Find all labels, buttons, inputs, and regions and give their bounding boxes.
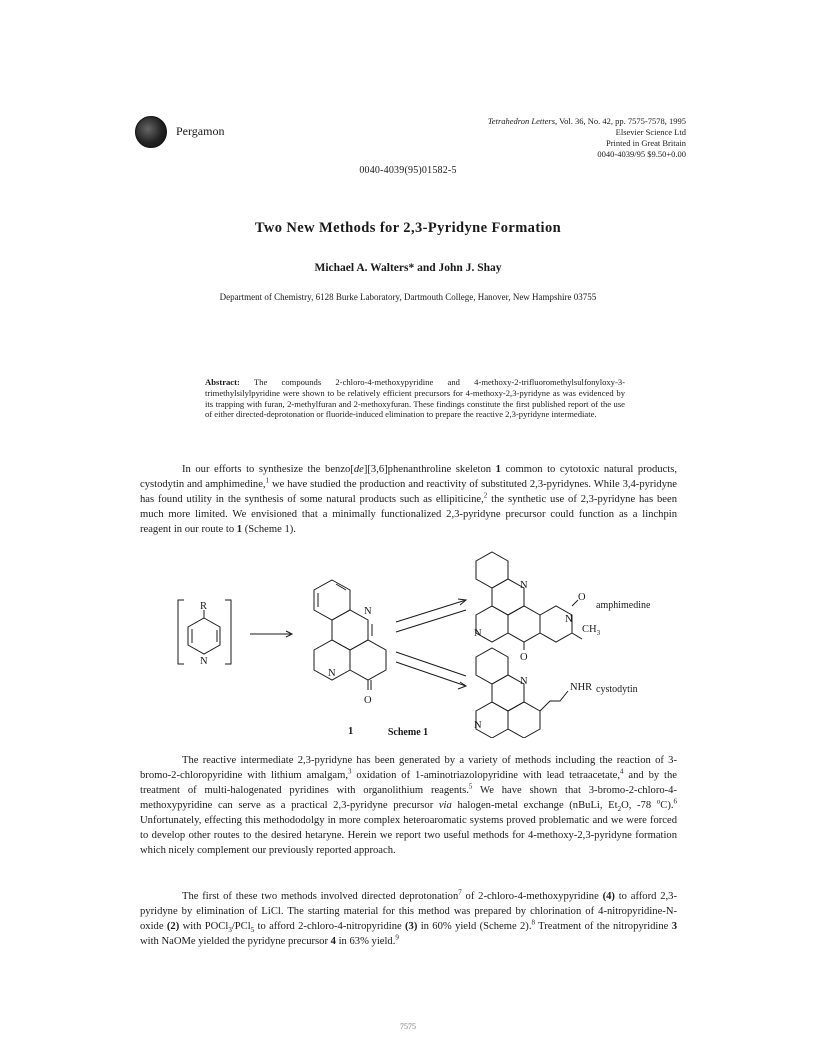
amphimedine-structure [476,552,582,650]
citation-ref: 7 [458,888,462,897]
journal-publisher: Elsevier Science Ltd [615,127,686,137]
compound-ref: 4 [330,936,336,947]
text-run: and by the treatment of multi-halogenated pyridines with organolithium reagents. [140,770,677,796]
compound-ref: (4) [602,891,615,902]
compound-ref: (2) [166,921,180,932]
body-paragraph-1 [140,462,677,537]
abstract-label: Abstract: [205,377,240,387]
text-run: We have shown that 3-bromo-2-chloro-4-methoxypyridine can serve as a practical 2,3-pyridyne precursor [140,785,678,811]
text-run: of 2-chloro-4-methoxypyridine [461,891,603,902]
doi-code: 0040-4039(95)01582-5 [359,165,457,176]
text-run: The first of these two methods involved directed deprotonation [182,891,459,902]
citation-ref: 5 [468,782,473,791]
atom-label: O [520,652,528,663]
journal-volume: , Vol. 36, No. 42, pp. 7575-7578, 1995 [555,116,686,126]
journal-citation [488,116,686,127]
methyl-ch: CH [582,624,597,635]
journal-price: 0040-4039/95 $9.50+0.00 [597,149,686,159]
text-italic: via [438,800,452,811]
text-run: we have studied the production and reactivity of substituted 2,3-pyridynes. While 3,4-pyridyne has found utility in the synthesis of some natural products such as ellipiticine, [140,479,677,505]
atom-label: O [364,695,372,706]
atom-label: N [565,614,573,625]
page-number: 7575 [400,1022,416,1031]
citation-ref: 2 [483,491,488,500]
compound-1-structure [314,580,386,690]
text-run: to afford 2-chloro-4-nitropyridine [254,921,406,932]
journal-printed: Printed in Great Britain [605,138,686,148]
journal-name: Tetrahedron Letters [487,116,556,126]
atom-label: N [520,580,528,591]
methyl-subscript: 3 [596,629,601,637]
atom-label: O [578,592,586,603]
compound-ref: 1 [236,524,243,535]
text-run: In our efforts to synthesize the benzo[ [182,464,354,475]
text-run: with POCl [179,921,229,932]
atom-label: N [474,628,482,639]
amine-label: NHR [570,682,593,693]
compound-ref: 1 [495,464,501,475]
authors: Michael A. Walters* and John J. Shay [314,262,502,274]
journal-info [488,116,686,160]
body-paragraph-3 [140,889,677,949]
citation-ref: 8 [531,918,535,927]
text-run: /PCl [231,921,251,932]
methyl-label [582,624,601,637]
scheme-caption: Scheme 1 [387,727,429,738]
citation-ref: 3 [347,767,352,776]
atom-label: N [328,668,336,679]
compound-ref: (3) [405,921,418,932]
text-run: ][3,6]phenanthroline skeleton [363,464,496,475]
substituent-label: R [200,601,208,612]
compound-ref: 3 [671,921,678,932]
text-run: the synthetic use of 2,3-pyridyne has been much more limited. We envisioned that a minimally functionalized 2,3-pyridyne precursor could function as a linchpin reagent in our route to [140,494,677,535]
text-run: to afford 2,3-pyridyne by elimination of LiCl. The starting material for this method was prepared by chlorination of 4-nitropyridine-N-oxide [140,891,677,932]
citation-ref: 1 [265,476,270,485]
text-run: common to cytotoxic natural products, cystodytin and amphimedine, [140,464,677,490]
text-run: O, -78 [621,800,657,811]
subscript: 5 [250,926,255,935]
text-italic: de [353,464,364,475]
text-run: with NaOMe yielded the pyridyne precursor [140,936,331,947]
text-run: (Scheme 1). [242,524,296,535]
citation-ref: 6 [673,797,677,806]
citation-ref: 4 [619,767,624,776]
text-run: The reactive intermediate 2,3-pyridyne has been generated by a variety of methods including the reaction of 3-bromo-2-chloropyridine with lithium amalgam, [140,755,677,781]
abstract-text: The compounds 2-chloro-4-methoxypyridine and 4-methoxy-2-trifluoromethylsulfonyloxy-3-trimethylsilylpyridine were shown to be relatively efficient precursors for 4-methoxy-2,3-pyridyne as was evidenced by its trapping with furan, 2-methylfuran and 2-methoxyfuran. These findings constitute the first published report of the use of either directed-deprotonation or fluoride-induced elimination to prepare the reactive 2,3-pyridyne intermediate. [205,377,625,420]
atom-label: N [200,656,208,667]
scheme-1-figure [140,548,677,738]
affiliation: Department of Chemistry, 6128 Burke Laboratory, Dartmouth College, Hanover, New Hampshire 03755 [219,292,597,302]
compound-label: 1 [348,726,354,737]
text-run: Treatment of the nitropyridine [534,921,672,932]
degree-sign: o [656,797,661,806]
paper-title: Two New Methods for 2,3-Pyridyne Formation [254,220,562,236]
text-run: halogen-metal exchange (nBuLi, Et [451,800,618,811]
atom-label: N [364,606,372,617]
publisher-name: Pergamon [176,124,225,138]
subscript: 2 [617,805,622,814]
text-run: in 60% yield (Scheme 2). [417,921,532,932]
text-run: Unfortunately, effecting this methododolgy in more complex heteroaromatic systems proved problematic and we were forced to develop other routes to the desired hetaryne. Herein we report two useful methods for 4-methoxy-2,3-pyridyne formation which nicely complement our previously reported approach. [140,815,677,856]
product-label-cystodytin: cystodytin [596,684,638,695]
atom-label: N [474,720,482,731]
text-run: C). [660,800,674,811]
citation-ref: 9 [395,933,399,942]
abstract [205,377,625,420]
body-paragraph-2 [140,753,677,858]
atom-label: N [520,676,528,687]
text-run: in 63% yield. [335,936,396,947]
product-label-amphimedine: amphimedine [596,600,651,611]
text-run: oxidation of 1-aminotriazolopyridine with lead tetraacetate, [351,770,620,781]
subscript: 3 [228,926,232,935]
publisher-logo-icon [135,116,167,148]
